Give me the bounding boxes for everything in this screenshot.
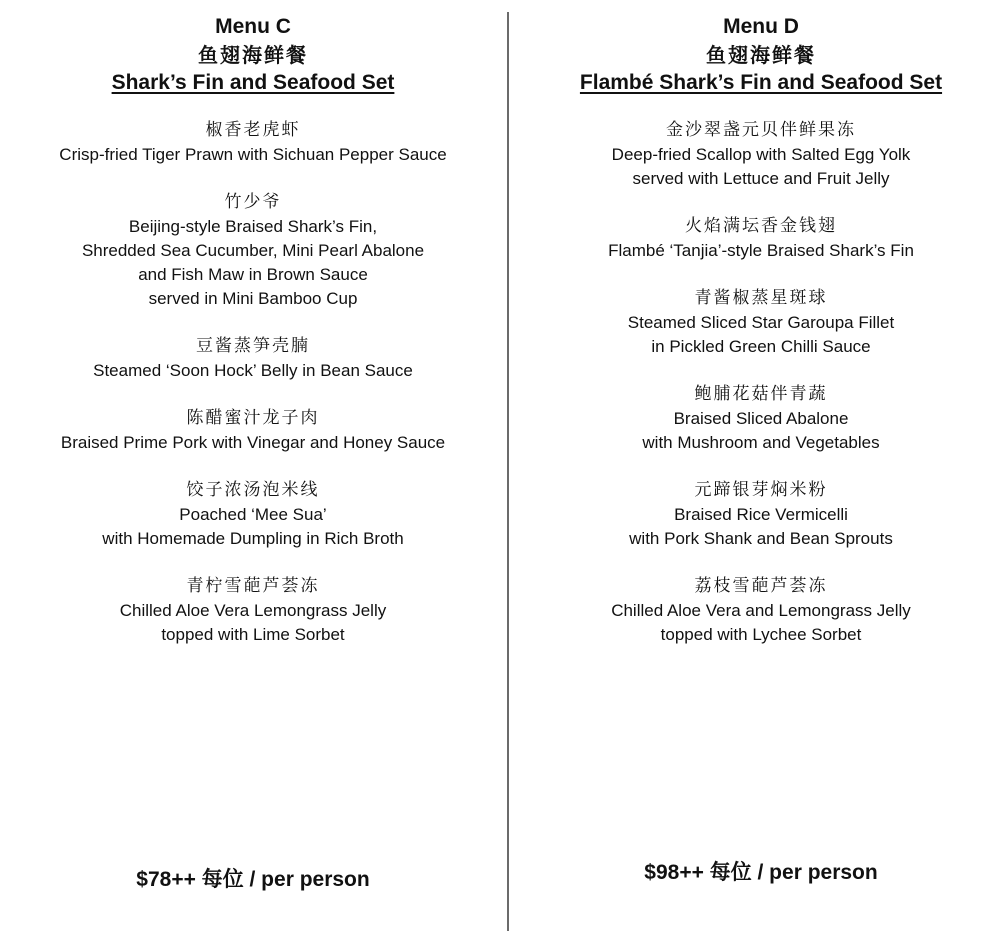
menu-d-header: [512, 14, 1000, 96]
dish-english-line: topped with Lime Sorbet: [161, 625, 345, 644]
dish-item: [512, 214, 1000, 263]
dish-item: [512, 574, 1000, 647]
menu-title: Menu C: [215, 15, 291, 38]
dish-chinese-name: 竹少爷: [224, 192, 282, 212]
dish-english-line: Beijing-style Braised Shark’s Fin,: [128, 217, 378, 236]
dish-english-line: Flambé ‘Tanjia’-style Braised Shark’s Fin: [608, 241, 914, 260]
dish-item: [512, 118, 1000, 191]
dish-english-line: with Homemade Dumpling in Rich Broth: [102, 529, 404, 548]
dish-chinese-name: 元蹄银芽焖米粉: [694, 480, 828, 500]
dish-english-line: served in Mini Bamboo Cup: [148, 289, 358, 308]
price-per-person: $78++ 每位 / per person: [136, 868, 370, 891]
dish-english-line: with Mushroom and Vegetables: [642, 433, 880, 452]
dish-english-line: Chilled Aloe Vera Lemongrass Jelly: [119, 601, 387, 620]
dish-english-line: Braised Sliced Abalone: [673, 409, 849, 428]
dish-english-line: served with Lettuce and Fruit Jelly: [632, 169, 890, 188]
dish-chinese-name: 金沙翠盏元贝伴鲜果冻: [666, 120, 856, 140]
dish-item: [3, 190, 503, 311]
menu-chinese-title: 鱼翅海鲜餐: [706, 43, 816, 67]
dish-english-line: Steamed Sliced Star Garoupa Fillet: [627, 313, 895, 332]
dish-item: [3, 478, 503, 551]
dish-english-line: Deep-fried Scallop with Salted Egg Yolk: [611, 145, 911, 164]
menu-title: Menu D: [723, 15, 799, 38]
dish-item: [3, 406, 503, 455]
dish-list: [512, 118, 1000, 647]
price-per-person: $98++ 每位 / per person: [644, 861, 878, 884]
dish-chinese-name: 饺子浓汤泡米线: [186, 480, 320, 500]
dish-chinese-name: 火焰满坛香金钱翅: [685, 216, 837, 236]
dish-item: [3, 118, 503, 167]
dish-item: [512, 382, 1000, 455]
dish-chinese-name: 陈醋蜜汁龙子肉: [186, 408, 320, 428]
dish-chinese-name: 青柠雪葩芦荟冻: [186, 576, 320, 596]
dish-item: [3, 574, 503, 647]
dish-english-line: Chilled Aloe Vera and Lemongrass Jelly: [611, 601, 911, 620]
dish-english-line: Crisp-fried Tiger Prawn with Sichuan Pepper Sauce: [59, 145, 447, 164]
dish-english-line: with Pork Shank and Bean Sprouts: [629, 529, 893, 548]
dish-english-line: and Fish Maw in Brown Sauce: [138, 265, 368, 284]
dish-english-line: Braised Rice Vermicelli: [674, 505, 848, 524]
dish-english-line: Steamed ‘Soon Hock’ Belly in Bean Sauce: [93, 361, 413, 380]
dish-english-line: Poached ‘Mee Sua’: [179, 505, 327, 524]
menu-set-name: Flambé Shark’s Fin and Seafood Set: [579, 71, 943, 94]
dish-chinese-name: 豆酱蒸笋壳腩: [196, 336, 310, 356]
column-divider: [507, 12, 509, 931]
menu-chinese-title: 鱼翅海鲜餐: [198, 43, 308, 67]
menu-c-header: [3, 14, 503, 96]
dish-list: [3, 118, 503, 647]
menu-set-name: Shark’s Fin and Seafood Set: [111, 71, 395, 94]
dish-item: [512, 286, 1000, 359]
dish-english-line: Shredded Sea Cucumber, Mini Pearl Abalone: [81, 241, 425, 260]
dish-item: [512, 478, 1000, 551]
dish-chinese-name: 荔枝雪葩芦荟冻: [694, 576, 828, 596]
dish-english-line: in Pickled Green Chilli Sauce: [651, 337, 871, 356]
dish-chinese-name: 鲍脯花菇伴青蔬: [694, 384, 828, 404]
dish-item: [3, 334, 503, 383]
dish-chinese-name: 青酱椒蒸星斑球: [694, 288, 828, 308]
dish-english-line: Braised Prime Pork with Vinegar and Honey Sauce: [60, 433, 446, 452]
dish-chinese-name: 椒香老虎虾: [205, 120, 301, 140]
menu-c-column: [3, 14, 503, 891]
dish-english-line: topped with Lychee Sorbet: [660, 625, 862, 644]
menu-d-column: [512, 14, 1000, 884]
